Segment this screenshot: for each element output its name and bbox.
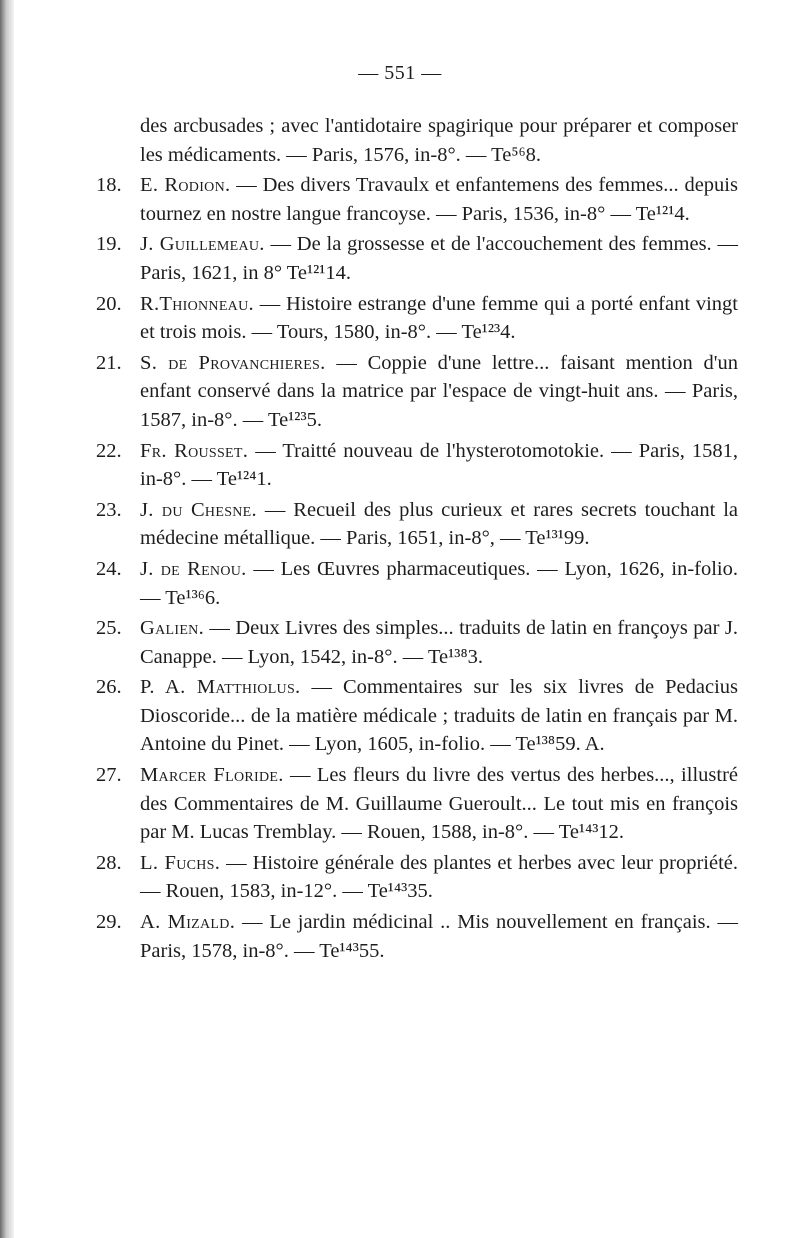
entry-text: — Des divers Travaulx et enfantemens des femmes... depuis tournez en nostre langue francoyse. — Paris, 1536, in-8° — Te¹²¹4. (140, 174, 738, 225)
entry-number: 25. (96, 617, 122, 640)
entry-text: — Histoire générale des plantes et herbes avec leur propriété. — Rouen, 1583, in-12°. — Te¹⁴³35. (140, 851, 739, 903)
entry-number: 28. (96, 851, 122, 874)
page-number: — 551 — (358, 62, 442, 84)
entry-number: 26. (96, 676, 122, 699)
bibliography-entry-20 (96, 290, 738, 347)
entry-author: J. Guillemeau. (140, 233, 265, 256)
bibliography-entry-28 (96, 849, 738, 906)
entry-text: — Commentaires sur les six livres de Pedacius Dioscoride... de la matière médicale ; traduits de latin en français par M. Antoine du Pinet. — Lyon, 1605, in-folio. — Te¹³⁸59. A. (140, 676, 738, 756)
entry-author: Marcer Floride. (140, 764, 284, 787)
entry-text: — Les fleurs du livre des vertus des herbes..., illustré des Commentaires de M. Guillaume Gueroult... Le tout mis en françois par M. Lucas Tremblay. — Rouen, 1588, in-8°. — Te¹⁴³12. (140, 764, 738, 844)
entry-number: 29. (96, 911, 122, 934)
bibliography-entry-23 (96, 496, 738, 553)
entry-author: S. de Provanchieres. (140, 351, 326, 374)
entry-text: des arcbusades ; avec l'antidotaire spagirique pour préparer et composer les médicaments. — Paris, 1576, in-8°. — Te⁵⁶8. (140, 115, 738, 166)
entry-text: — Les Œuvres pharmaceutiques. — Lyon, 1626, in-folio. — Te¹³⁶6. (140, 557, 739, 609)
entry-number: 27. (96, 764, 122, 787)
bibliography-list (96, 112, 738, 965)
entry-number: 20. (96, 292, 122, 315)
bibliography-entry-22 (96, 437, 738, 494)
bibliography-entry-21 (96, 349, 738, 435)
book-binding-shadow (0, 0, 14, 1238)
entry-number: 22. (96, 439, 122, 462)
entry-number: 21. (96, 351, 122, 374)
entry-number: 24. (96, 557, 122, 580)
entry-number: 19. (96, 233, 122, 256)
entry-author: J. du Chesne. (140, 498, 257, 521)
entry-text: — Traitté nouveau de l'hysterotomotokie. — Paris, 1581, in-8°. — Te¹²⁴1. (140, 439, 738, 491)
entry-author: A. Mizald. (140, 911, 236, 934)
entry-number: 18. (96, 174, 122, 197)
entry-author: P. A. Matthiolus. (140, 676, 301, 699)
bibliography-entry-18 (96, 171, 738, 228)
entry-author: R.Thionneau. (140, 292, 254, 315)
entry-text: — Deux Livres des simples... traduits de latin en françoys par J. Canappe. — Lyon, 1542, in-8°. — Te¹³⁸3. (140, 617, 738, 668)
entry-text: — Histoire estrange d'une femme qui a porté enfant vingt et trois mois. — Tours, 1580, in-8°. — Te¹²³4. (140, 292, 738, 344)
entry-author: E. Rodion. (140, 174, 231, 197)
entry-author: Fr. Rousset. (140, 439, 249, 462)
bibliography-entry-25 (96, 614, 738, 671)
entry-text: — De la grossesse et de l'accouchement des femmes. — Paris, 1621, in 8° Te¹²¹14. (140, 233, 738, 284)
entry-author: J. de Renou. (140, 557, 247, 580)
entry-text: — Le jardin médicinal .. Mis nouvellement en français. — Paris, 1578, in-8°. — Te¹⁴³55. (140, 911, 738, 962)
bibliography-entry-29 (96, 908, 738, 965)
entry-author: L. Fuchs. (140, 851, 221, 874)
bibliography-entry-26 (96, 673, 738, 759)
entry-text: — Coppie d'une lettre... faisant mention d'un enfant conservé dans la matrice par l'espace de vingt-huit ans. — Paris, 1587, in-8°. — Te¹²³5. (140, 351, 738, 431)
entry-text: — Recueil des plus curieux et rares secrets touchant la médecine métallique. — Paris, 1651, in-8°, — Te¹³¹99. (140, 498, 738, 550)
entry-number: 23. (96, 498, 122, 521)
bibliography-entry-24 (96, 555, 738, 612)
bibliography-entry-19 (96, 230, 738, 287)
entry-author: Galien. (140, 617, 205, 640)
bibliography-entry-continuation (96, 112, 738, 169)
bibliography-entry-27 (96, 761, 738, 847)
